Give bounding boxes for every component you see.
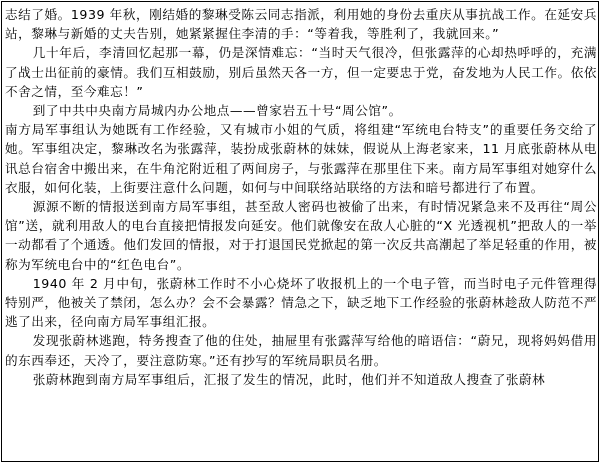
paragraph: 南方局军事组认为她既有工作经验，又有城市小姐的气质，将组建“军统电台特支”的重要任务交给了她。军事组决定，黎琳改名为张露萍，装扮成张蔚林的妹妹，假说从上海老家来，11 月底张蔚林从电讯总台宿舍中搬出来，在牛角沱附近租了两间房子，与张露萍在那里住下来。南方局军事组对她穿什么衣服，如何化装，上街要注意什么问题，如何与中间联络站联络的方法和暗号都进行了布置。 — [5, 122, 597, 195]
article-body — [5, 5, 597, 389]
paragraph: 源源不断的情报送到南方局军事组，甚至敌人密码也被偷了出来，有时情况紧急来不及再往“周公馆”送，就利用敌人的电台直接把情报发向延安。他们就像安在敌人心脏的“X 光透视机”把敌人的一举一动都看了个通透。他们发回的情报，对于打退国民党掀起的第一次反共高潮起了举足轻重的作用，被称为军统电台中的“红色电台”。 — [5, 199, 597, 272]
paragraph: 几十年后，李清回忆起那一幕，仍是深情难忘：“当时天气很冷，但张露萍的心却热呼呼的，充满了战士出征前的豪情。我们互相鼓励，别后虽然天各一方，但一定要忠于党，奋发地为人民工作。依依不舍之情，至今难忘！” — [5, 45, 597, 99]
paragraph: 发现张蔚林逃跑，特务搜查了他的住处，抽屉里有张露萍写给他的暗语信：“蔚兄，现将妈妈借用的东西奉还，天冷了，要注意防寒。”还有抄写的军统局职员名册。 — [5, 333, 597, 368]
paragraph: 到了中共中央南方局城内办公地点——曾家岩五十号“周公馆”。 — [32, 103, 402, 119]
paragraph: 志结了婚。1939 年秋，刚结婚的黎琳受陈云同志指派，利用她的身份去重庆从事抗战工作。在延安兵站，黎琳与新婚的丈夫告别，她紧紧握住李清的手：“等着我，等胜利了，我就回来。” — [5, 7, 597, 42]
document-frame — [1, 1, 599, 462]
paragraph: 张蔚林跑到南方局军事组后，汇报了发生的情况，此时，他们并不知道敌人搜查了张蔚林 — [32, 371, 546, 387]
paragraph: 1940 年 2 月中旬，张蔚林工作时不小心烧坏了收报机上的一个电子管，而当时电子元件管理得特别严，他被关了禁闭，怎么办？会不会暴露？情急之下，缺乏地下工作经验的张蔚林趁敌人防范不严逃了出来，径向南方局军事组汇报。 — [5, 275, 597, 330]
